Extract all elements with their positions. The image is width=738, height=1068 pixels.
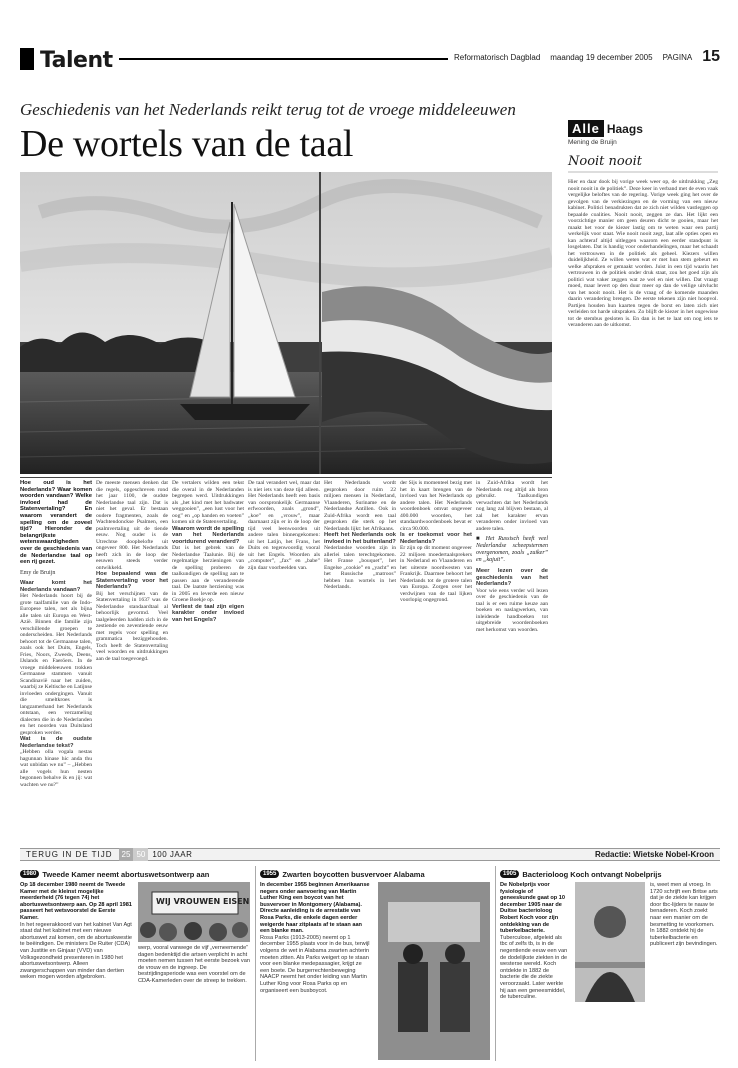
section-marker-icon — [20, 48, 34, 70]
article-headline: De wortels van de taal — [20, 123, 354, 165]
terug-in-de-tijd-bar — [20, 848, 720, 861]
issue-date: maandag 19 december 2005 — [550, 52, 653, 62]
column-title: Nooit nooit — [568, 154, 718, 173]
section-header-1980 — [20, 866, 250, 882]
sailboat-flag-illustration — [20, 172, 552, 474]
section-lead: De Nobelprijs voor fysiologie of geneeskunde gaat op 10 december 1905 naar de Duitse bacterioloog Robert Koch voor zijn ontdekking van de tuberkelbacterie. — [500, 882, 565, 935]
section-label: Talent — [40, 48, 113, 73]
section-lead: In december 1955 beginnen Amerikaanse negers onder aanvoering van Martin Luther King een boycot van het busvervoer in Montgomery (Alabama). Directe aanleiding is de arrestatie van Rosa Parks, die enkele dagen eerder weigerde haar zitplaats af te staan aan een blanke man. — [260, 882, 370, 935]
tdt-50: 50 — [133, 848, 148, 861]
bus-photo — [378, 882, 490, 1060]
subheading-1: Waar komt het Nederlands vandaan? — [20, 580, 92, 593]
section-title: Bacterioloog Koch ontvangt Nobelprijs — [522, 869, 662, 879]
section-text-1905b: is, weet men al vroeg. In 1720 schrijft een Britse arts dat je de ziekte kan krijgen door tbc-lijders te nauw te benaderen. Koch zoekt naar een manier om de besmetting te voorkomen. In 1882 ontdekt hij de tuberkelbacterie en publiceert zijn bevindingen. — [650, 882, 718, 948]
history-section-1955 — [260, 866, 490, 1060]
section-text-1980b: werp, vooral vanwege de vijf „verneemende” dagen bedenktijd die artsen verplicht in acht moeten nemen tussen het eerste bezoek van de vrouw en de ingreep. De bestrijdingsperiode was een voorstel om de CDA-Kamerleden over de streep te trekken. — [138, 945, 250, 984]
koch-portrait-illustration — [575, 882, 645, 1002]
body-text-1b: „Hebben olla vogala nestas hagunnan hinase hic anda thu wat unbidan we nu” – „Hebben alle vogels hun nesten begonnen behalve ik en jij: wat wachten we nu?” — [20, 749, 92, 788]
brand-name: Haags — [606, 121, 643, 136]
year-badge: 1905 — [500, 870, 519, 878]
tdt-25: 25 — [119, 848, 134, 861]
body-text-5: Het Nederlands wordt gesproken door ruim 22 miljoen mensen in Nederland, Vlaanderen, Suriname en de Nederlandse Antillen. Ook in Zuid-Afrika wordt een taal gesproken die sterk op het Nederlands lijkt: het Afrikaans. — [324, 480, 396, 532]
section-title: Tweede Kamer neemt abortuswetsontwerp aan — [42, 869, 210, 879]
section-lead: Op 18 december 1980 neemt de Tweede Kamer met de kleinst mogelijke meerderheid (76 tegen 74) het abortuswetsontwerp aan. Op 28 april 1981 passeert het wetsvoorstel de Eerste Kamer. — [20, 882, 132, 921]
section-title — [20, 48, 119, 74]
koch-photo — [575, 882, 645, 1060]
banner-text: WIJ VROUWEN EISEN — [156, 897, 250, 906]
section-divider-2 — [495, 866, 496, 1061]
column-alle-haags — [568, 120, 718, 819]
subheading-6: Heeft het Nederlands ook invloed in het buitenland? — [324, 532, 396, 545]
body-text-5b: Nederlandse woorden zijn in allerlei talen terechtgekomen. Het Franse „bouquet”, het Engelse „cookie” en „yacht” en het Russische „matroos” hebben hun wortels in het Nederlands. — [324, 545, 396, 590]
section-text-1955 — [260, 882, 372, 1060]
header-meta — [448, 48, 720, 66]
body-text-6b: Er zijn op dit moment ongeveer 22 miljoen moedertaalsprekers in Nederland en Vlaanderen en het uiterste noordwesten van Frankrijk. Daarmee behoort het Nederlands tot de grotere talen van Europa. Zorgen over het verdwijnen van de taal lijken voorlopig ongegrond. — [400, 545, 472, 603]
article-column-7 — [476, 480, 548, 840]
subheading-2: Wat is de oudste Nederlandse tekst? — [20, 736, 92, 749]
body-text-6: der Sijs is momenteel bezig met het in kaart brengen van de invloed van het Nederlands op andere talen. Het Nederlands woordenboek omvat ongeveer 400.000 woorden, het standaardwoordenboek bevat er circa 90.000. — [400, 480, 472, 532]
page-header — [20, 48, 720, 74]
section-body: Tuberculose, afgeleid als tbc of zelfs tb, is in de negentiende eeuw een van de dodelijkste ziekten in de westerse wereld. Koch ontdekte in 1882 de bacterie die de ziekte veroorzaakt. Later werkte hij aan een geneesmiddel, de tuberculine. — [500, 934, 568, 1001]
column-body: Hier en daar dook bij vorige week weer op, de uitdrukking „Zeg nooit nooit in de politiek”. Deze keer in verband met de even vaak vergelijke beloftes van de regering. Vorige week ging het over de gevolgen van de verkiezingen en de vorming van een nieuw kabinet. Politici benadrukten dat ze zich niet wilden vastleggen op bepaalde coalities. Nooit nooit, zeggen ze dan. Het lijkt een voorzichtige manier om geen deuren dicht te gooien, maar het maakt het voor de kiezer lastig om te weten waar een partij werkelijk voor staat. Wie nooit nooit zegt, laat alle opties open en kan achteraf altijd uitleggen waarom een eerder standpunt is losgelaten. Dat is handig voor onderhandelingen, maar het schaadt het vertrouwen in de politiek als geheel. Kiezers willen duidelijkheid. Ze willen weten wat er met hun stem gebeurt en welke afspraken er gemaakt worden. Juist in een tijd waarin het vertrouwen in de politiek onder druk staat, zou het goed zijn als politici wat vaker zeggen wat ze wel en niet willen. Dat vraagt moed, maar levert op den duur meer op dan de veilige uitvlucht van het nooit nooit. Het is de vraag of de komende maanden daarin verandering brengen. De eerste tekenen zijn niet hoopvol. Partijen houden hun kaarten tegen de borst en laten zich niet verleiden tot harde uitspraken. Zo blijft de kiezer in het ongewisse tot de stembus gesloten is. En dan is het te laat om nog iets te veranderen aan de uitkomst. — [568, 179, 718, 328]
pull-quote: ■ Het Russisch heeft veel Nederlandse scheepstermen overgenomen, zoals „zuiker” en „kajuit”. — [476, 536, 548, 563]
body-text-2: De meeste mensen denken dat die regels, opgeschreven rond het jaar 1100, de oudste Nederlandse taal zijn. Dat is niet het geval. Er bestaan oudere fragmenten, zoals de Wachtendonckse Psalmen, een psalmvertaling uit de tiende eeuw. Nog ouder is de Utrechtse doopbelofte uit ongeveer 800. Het Nederlands heeft zich in de loop der eeuwen steeds verder ontwikkeld. — [96, 480, 168, 571]
bus-interior-illustration — [378, 882, 490, 1060]
body-text-2b: Bij het verschijnen van de Statenvertaling in 1637 was de Nederlandse standaardtaal al behoorlijk gevormd. Veel taalgeleerden hadden zich in de zestiende en zeventiende eeuw met regels voor spelling en grammatica beziggehouden. Toch heeft de Statenvertaling veel woorden en uitdrukkingen aan de taal toegevoegd. — [96, 590, 168, 662]
article-column-2 — [96, 480, 168, 840]
history-section-1905 — [500, 866, 720, 1060]
subheading-4: Waarom wordt de spelling van het Nederlands voortdurend veranderd? — [172, 525, 244, 545]
body-text-3: De vertalers wilden een tekst die overal in de Nederlanden begrepen werd. Uitdrukkingen als „het kind met het badwater weggooien”, „een lust voor het oog” en „op handen en voeten” komen uit de Statenvertaling. — [172, 480, 244, 525]
body-text-4: De taal verandert wel, maar dat is niet iets van deze tijd alleen. Het Nederlands heeft een basis van oorspronkelijk Germaanse erfwoorden, zoals „grond”, „koe” en „vrouw”, maar daarnaast zijn er in de loop der tijd veel leenwoorden uit andere talen binnengekomen: uit het Latijn, het Frans, het Duits en tegenwoordig vooral uit het Engels. Woorden als „computer”, „fax” en „babe” zijn daar voorbeelden van. — [248, 480, 320, 571]
tdt-100-jaar: 100 JAAR — [152, 850, 193, 859]
section-divider-1 — [255, 866, 256, 1061]
section-body: Rosa Parks (1913-2005) neemt op 1 december 1955 plaats voor in de bus, terwijl volgens de wet in Alabama zwarten achterin moeten zitten. Als Parks weigert op te staan voor een blanke medepassagier, krijgt ze een boete. De burgerrechtenbeweging NAACP neemt het onder leiding van Martin Luther King voor Rosa Parks op en organiseert een busboycot. — [260, 934, 370, 994]
sailboat-photo — [20, 172, 552, 474]
section-header-1905 — [500, 866, 720, 882]
history-section-1980 — [20, 866, 250, 1061]
column-subtitle: Mening de Bruijn — [568, 139, 617, 146]
year-badge: 1980 — [20, 870, 39, 878]
subheading-7: Is er toekomst voor het Nederlands? — [400, 532, 472, 545]
newspaper-name: Reformatorisch Dagblad — [454, 52, 541, 62]
article-lead: Hoe oud is het Nederlands? Waar komen woorden vandaan? Welke invloed had de Statenvertaling? En waarom verandert de spelling om de zoveel tijd? Hieronder de belangrijkste wetenswaardigheden over de geschiedenis van de Nederlandse taal op een rij gezet. — [20, 480, 92, 566]
section-text-1980 — [20, 882, 132, 1060]
subheading-5: Verliest de taal zijn eigen karakter onder invloed van het Engels? — [172, 603, 244, 623]
protest-banner-illustration — [138, 882, 250, 942]
article-column-4 — [248, 480, 320, 840]
subheading-8: Meer lezen over de geschiedenis van het Nederlands? — [476, 568, 548, 587]
page-number: 15 — [702, 48, 720, 65]
protest-photo — [138, 882, 250, 942]
body-text-1: Het Nederlands hoort bij de grote taalfamilie van de Indo-Europese talen, net als bijna alle talen uit Europa en West-Azië. Binnen die familie zijn verschillende groepen te onderscheiden. Het Nederlands behoort tot de Germaanse talen, zoals ook het Duits, Engels, Fries, Noors, Zweeds, Deens, IJslands en Faeröers. In de vroege middeleeuwen trokken Germaanse stammen vanuit Scandinavië naar het zuiden, waarbij ze Keltische en Latijnse invloeden ondergingen. Vanuit die smeltkroes is langzamerhand het Nederlands ontstaan, een verzameling dialecten die in de Nederlanden en het noorden van Duitsland gesproken werden. — [20, 593, 92, 736]
section-header-1955 — [260, 866, 490, 882]
article-kicker: Geschiedenis van het Nederlands reikt terug tot de vroege middeleeuwen — [20, 100, 516, 119]
article-column-6 — [400, 480, 472, 840]
section-title: Zwarten boycotten busvervoer Alabama — [282, 869, 425, 879]
body-text-7b: Voor wie eens verder wil lezen over de geschiedenis van de taal is er een ruime keuze aan boeken en naslagwerken, van inleidende handboeken tot uitgebreide woordenboeken met herkomst van woorden. — [476, 587, 548, 633]
column-brand — [568, 120, 718, 137]
body-text-3b: Dat is het gebrek van de Nederlandse Taalunie. Bij de regelmatige herzieningen van de spelling proberen de taalkundigen de spelling aan te passen aan de veranderende taal. De laatste herziening was in 2005 en leverde een nieuw Groene Boekje op. — [172, 545, 244, 603]
body-text-7: in Zuid-Afrika wordt het Nederlands nog altijd als bron gebruikt. Taalkundigen verwachten dat het Nederlands nog lang zal blijven bestaan, al zal het karakter ervan veranderen onder invloed van andere talen. — [476, 480, 548, 532]
photo-rule — [20, 477, 552, 478]
article-byline: Emy de Bruijn — [20, 569, 56, 576]
section-text-1905 — [500, 882, 570, 1060]
tdt-label: TERUG IN DE TIJD — [26, 850, 113, 859]
section-body: In het regeerakkoord van het kabinet Van Agt staat dat het kabinet met een nieuwe abortuswet zal komen, om de abortuskwestie te beëindigen. De ministers De Ruiter (CDA) van Justitie en Ginjaar (VVD) van Volksgezondheid presenteren in 1980 het abortuswetsontwerp. Alleen zwangerschappen van minder dan dertien weken mogen worden afgebroken. — [20, 921, 132, 981]
year-badge: 1955 — [260, 870, 279, 878]
article-column-1 — [20, 480, 92, 840]
article-column-5 — [324, 480, 396, 840]
brand-box: Alle — [568, 120, 604, 137]
subheading-3: Hoe bepaalend was de Statenvertaling voor het Nederlands? — [96, 571, 168, 590]
tdt-redactie: Redactie: Wietske Nobel-Kroon — [594, 850, 714, 859]
section-side-1980 — [138, 882, 250, 1061]
page-label: PAGINA — [662, 52, 693, 62]
article-column-3 — [172, 480, 244, 840]
